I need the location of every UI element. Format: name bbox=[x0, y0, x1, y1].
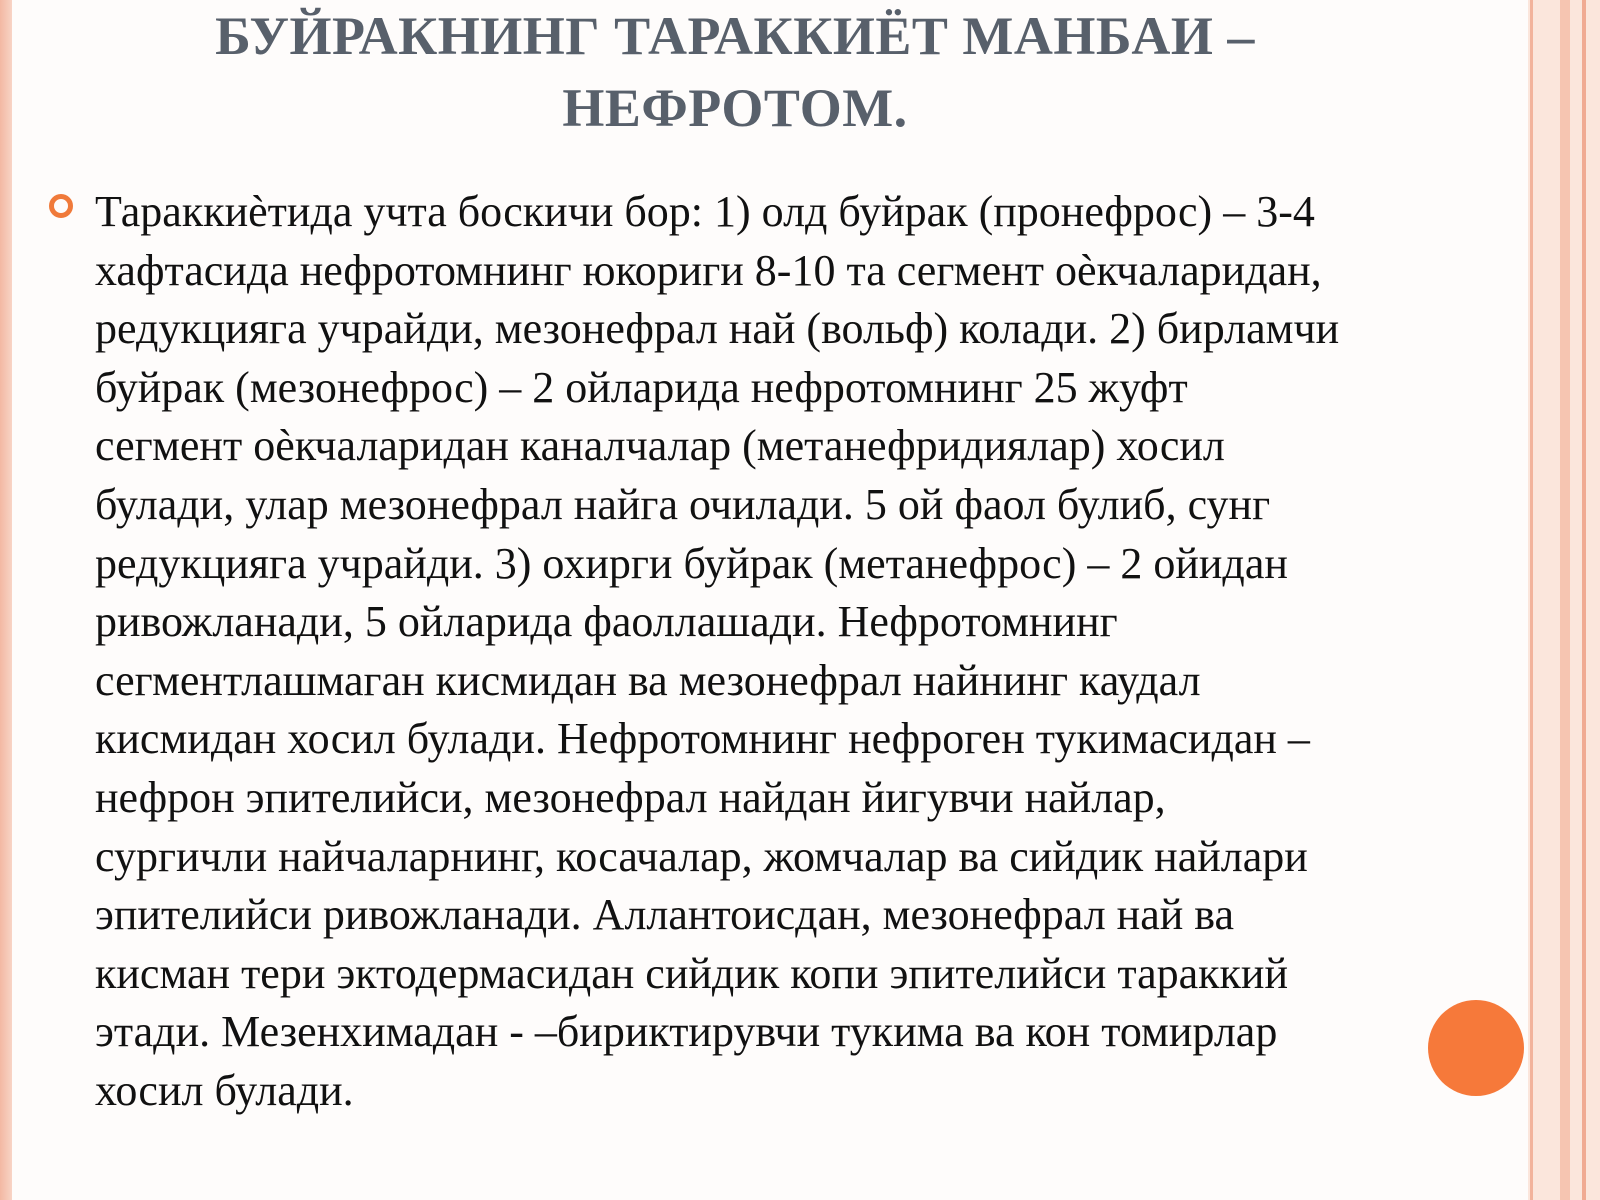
paragraph-line: сегментлашмаган кисмидан ва мезонефрал найнинг каудал bbox=[95, 655, 1201, 705]
slide-title bbox=[120, 0, 1350, 144]
slide-title-line-1: БУЙРАКНИНГ ТАРАККИЁТ МАНБАИ – bbox=[215, 6, 1255, 66]
paragraph-line: хафтасида нефротомнинг юкориги 8-10 та сегмент оѐкчаларидан, bbox=[95, 245, 1322, 295]
paragraph-line: сегмент оѐкчаларидан каналчалар (метанефридиялар) хосил bbox=[95, 421, 1225, 471]
paragraph-line: сургичли найчаларнинг, косачалар, жомчалар ва сийдик найлари bbox=[95, 831, 1308, 881]
paragraph-line: нефрон эпителийси, мезонефрал найдан йигувчи найлар, bbox=[95, 772, 1166, 822]
right-decorative-line bbox=[1582, 0, 1586, 1200]
paragraph-line: эпителийси ривожланади. Аллантоисдан, мезонефрал най ва bbox=[95, 890, 1235, 940]
circle-bullet-icon bbox=[49, 194, 73, 218]
paragraph-line: хосил булади. bbox=[95, 1065, 354, 1115]
paragraph-line: Тараккиѐтида учта боскичи бор: 1) олд буйрак (пронефрос) – 3-4 bbox=[95, 187, 1315, 236]
left-decorative-border bbox=[0, 0, 12, 1200]
paragraph-line: редукцияга учрайди. 3) охирги буйрак (метанефрос) – 2 ойидан bbox=[95, 538, 1288, 588]
bullet-paragraph bbox=[95, 183, 1535, 1121]
orange-circle-decoration bbox=[1428, 1000, 1524, 1096]
right-decorative-line bbox=[1560, 0, 1570, 1200]
paragraph-line: ривожланади, 5 ойларида фаоллашади. Нефротомнинг bbox=[95, 597, 1118, 647]
paragraph-line: кисмидан хосил булади. Нефротомнинг нефроген тукимасидан – bbox=[95, 714, 1310, 764]
paragraph-line: кисман тери эктодермасидан сийдик копи эпителийси тараккий bbox=[95, 948, 1289, 998]
paragraph-line: буйрак (мезонефрос) – 2 ойларида нефротомнинг 25 жуфт bbox=[95, 362, 1188, 412]
paragraph-line: редукцияга учрайди, мезонефрал най (вольф) колади. 2) бирламчи bbox=[95, 304, 1340, 354]
slide-title-line-2: НЕФРОТОМ. bbox=[562, 78, 908, 138]
paragraph-line: этади. Мезенхимадан - –бириктирувчи тукима ва кон томирлар bbox=[95, 1007, 1278, 1057]
paragraph-line: булади, улар мезонефрал найга очилади. 5 ой фаол булиб, сунг bbox=[95, 479, 1271, 529]
